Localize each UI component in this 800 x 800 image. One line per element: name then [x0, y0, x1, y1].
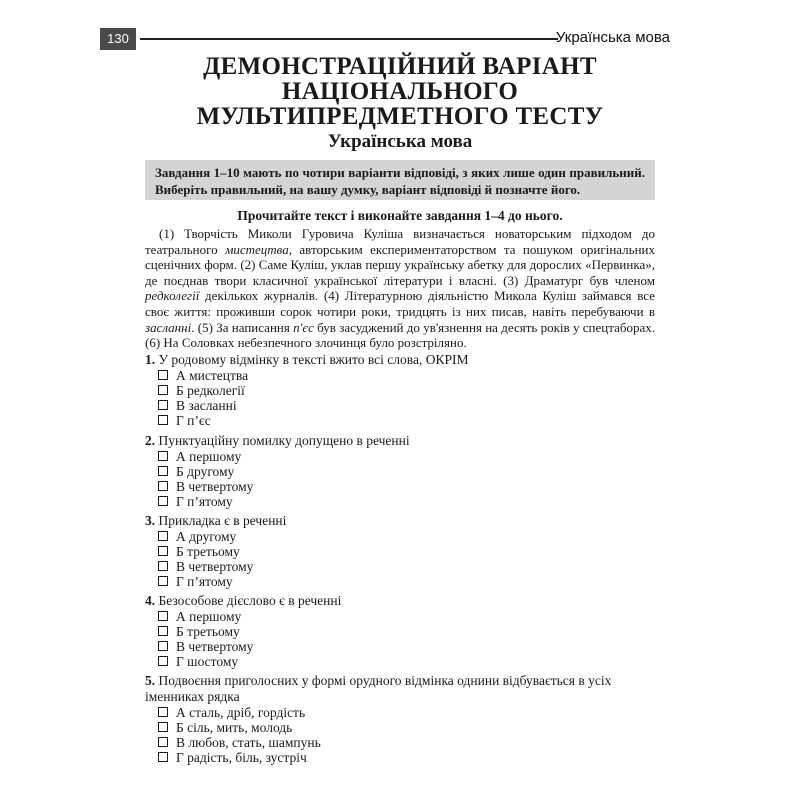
passage-text: декількох журналів. (4) Літературною діяльністю Микола Куліш займався все своє життя: проживши сорок чотири роки, тридцять із них писав, навіть перебуваючи в: [145, 288, 655, 319]
subject-subtitle: Українська мова: [327, 131, 473, 152]
passage-text: , авторським експериментаторством та пошуком оригінальних сценічних форм. (2) Саме Куліш, уклав першу українську абетку для дорослих «Первинка», де поєднав твори класичної української літератури і власні. (3) Драматург був членом: [145, 241, 655, 288]
passage-text: був засуджений до ув'язнення на десять років у спецтаборах. (6) На Соловках небезпечного злочинця було розстріляно.: [145, 319, 655, 351]
checkbox[interactable]: [158, 722, 168, 732]
passage-italic-word: редколегії: [145, 288, 200, 304]
checkbox[interactable]: [158, 370, 168, 380]
checkbox[interactable]: [158, 641, 168, 651]
answer-option[interactable]: [145, 735, 655, 750]
question-number: 1.: [145, 352, 156, 367]
checkbox[interactable]: [158, 481, 168, 491]
passage-italic-word: мистецтва: [225, 241, 289, 257]
answer-option[interactable]: [145, 609, 655, 624]
passage-text: . (5) За написання: [191, 319, 294, 335]
question-text: Прикладка є в реченні: [158, 513, 287, 528]
checkbox[interactable]: [158, 385, 168, 395]
option-label: Г п’ятому: [176, 574, 233, 589]
checkbox[interactable]: [158, 531, 168, 541]
answer-option[interactable]: [145, 720, 655, 735]
passage-italic-word: п'єс: [293, 319, 314, 335]
option-label: Б третьому: [176, 624, 240, 639]
answer-option[interactable]: [145, 368, 655, 383]
option-label: В четвертому: [176, 559, 254, 574]
reading-task-heading: Прочитайте текст і виконайте завдання 1–4 до нього.: [237, 208, 563, 223]
question-4: [145, 593, 655, 669]
checkbox[interactable]: [158, 656, 168, 666]
question-number: 3.: [145, 513, 156, 528]
answer-option[interactable]: [145, 544, 655, 559]
question-3: [145, 513, 655, 589]
answer-option[interactable]: [145, 464, 655, 479]
question-prompt: [145, 593, 655, 609]
question-text: Подвоєння приголосних у формі орудного відмінка однини відбувається в усіх іменниках рядка: [145, 673, 612, 704]
option-label: В четвертому: [176, 639, 254, 654]
option-label: В четвертому: [176, 479, 254, 494]
question-number: 2.: [145, 433, 156, 448]
question-number: 5.: [145, 673, 156, 688]
option-label: В засланні: [176, 398, 237, 413]
option-label: А першому: [176, 449, 242, 464]
checkbox[interactable]: [158, 737, 168, 747]
title-line-2: НАЦІОНАЛЬНОГО: [281, 78, 519, 105]
question-prompt: [145, 352, 655, 368]
option-label: Г радість, біль, зустріч: [176, 750, 307, 765]
checkbox[interactable]: [158, 626, 168, 636]
checkbox[interactable]: [158, 415, 168, 425]
answer-option[interactable]: [145, 449, 655, 464]
answer-option[interactable]: [145, 705, 655, 720]
question-text: Безособове дієслово є в реченні: [158, 593, 342, 608]
question-number: 4.: [145, 593, 156, 608]
question-prompt: [145, 673, 655, 705]
checkbox[interactable]: [158, 561, 168, 571]
option-label: Г шостому: [176, 654, 239, 669]
answer-option[interactable]: [145, 559, 655, 574]
answer-option[interactable]: [145, 398, 655, 413]
option-label: Б сіль, мить, молодь: [176, 720, 293, 735]
header-rule: [140, 38, 558, 40]
checkbox[interactable]: [158, 611, 168, 621]
title-line-1: ДЕМОНСТРАЦІЙНИЙ ВАРІАНТ: [203, 53, 597, 80]
page-title: [130, 54, 670, 129]
running-subject: Українська мова: [555, 29, 670, 46]
answer-option[interactable]: [145, 383, 655, 398]
answer-option[interactable]: [145, 413, 655, 428]
answer-option[interactable]: [145, 529, 655, 544]
passage-paragraph: [145, 226, 655, 351]
reading-passage: [145, 226, 655, 351]
checkbox[interactable]: [158, 546, 168, 556]
answer-option[interactable]: [145, 494, 655, 509]
checkbox[interactable]: [158, 466, 168, 476]
question-2: [145, 433, 655, 509]
question-5: [145, 673, 655, 765]
instructions-box: Завдання 1–10 мають по чотири варіанти відповіді, з яких лише один правильний. Виберіть правильний, на вашу думку, варіант відповіді й позначте його.: [145, 160, 655, 200]
checkbox[interactable]: [158, 496, 168, 506]
option-label: Б редколегії: [176, 383, 245, 398]
answer-option[interactable]: [145, 624, 655, 639]
option-label: А мистецтва: [176, 368, 249, 383]
question-text: Пунктуаційну помилку допущено в реченні: [158, 433, 410, 448]
answer-option[interactable]: [145, 654, 655, 669]
answer-option[interactable]: [145, 574, 655, 589]
answer-option[interactable]: [145, 639, 655, 654]
option-label: Г п’ятому: [176, 494, 233, 509]
title-line-3: МУЛЬТИПРЕДМЕТНОГО ТЕСТУ: [196, 103, 604, 130]
question-text: У родовому відмінку в тексті вжито всі слова, ОКРІМ: [158, 352, 469, 367]
page-number: 130: [100, 28, 136, 50]
checkbox[interactable]: [158, 451, 168, 461]
passage-text: (1) Творчість Миколи Гуровича Куліша визначається новаторським підходом до театрального: [145, 226, 655, 257]
checkbox[interactable]: [158, 576, 168, 586]
checkbox[interactable]: [158, 400, 168, 410]
checkbox[interactable]: [158, 707, 168, 717]
answer-option[interactable]: [145, 479, 655, 494]
option-label: А сталь, дріб, гордість: [176, 705, 306, 720]
answer-option[interactable]: [145, 750, 655, 765]
option-label: В любов, стать, шампунь: [176, 735, 321, 750]
option-label: Г п’єс: [176, 413, 211, 428]
question-prompt: [145, 433, 655, 449]
page-header: [100, 28, 670, 50]
option-label: Б третьому: [176, 544, 240, 559]
passage-italic-word: засланні: [145, 319, 192, 335]
option-label: Б другому: [176, 464, 235, 479]
question-prompt: [145, 513, 655, 529]
checkbox[interactable]: [158, 752, 168, 762]
option-label: А першому: [176, 609, 242, 624]
question-1: [145, 352, 655, 428]
option-label: А другому: [176, 529, 237, 544]
